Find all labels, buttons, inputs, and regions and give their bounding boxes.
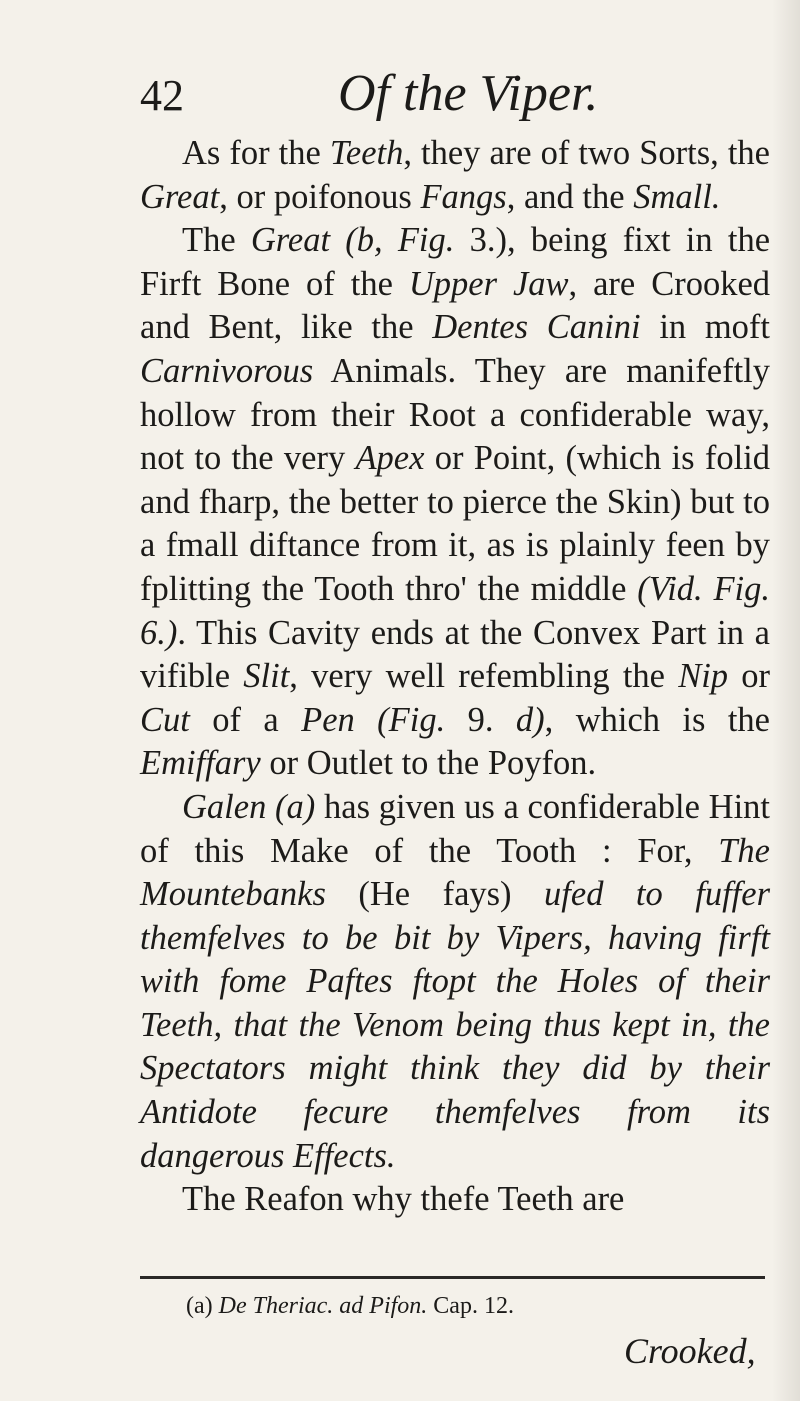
page-number: 42 [140,71,184,120]
text-run: As for the [182,134,330,172]
paragraph-great-fangs [140,219,770,786]
text-run: Galen (a) [182,787,316,826]
body-text [140,132,770,1222]
text-run: or Outlet to the Poyfon. [260,744,597,783]
text-run: , very well refembling the [289,657,679,696]
text-run: Fangs [420,177,507,216]
page-edge-shadow [772,0,800,1401]
text-run: 3.), being fixt in the Firft Bone of the [140,221,771,303]
running-title: Of the Viper. [338,65,599,122]
footnote-run: De Theriac. ad Pifon. [218,1293,428,1319]
paragraph-galen-hint [140,786,770,1178]
text-run: 9. [445,700,516,739]
catchword: Crooked, [624,1331,756,1371]
text-run: Teeth [329,134,404,172]
text-run: (Vid. Fig. 6.) [140,569,770,652]
footnote [186,1290,514,1322]
text-run: Cut [140,700,190,739]
text-run: The Mountebanks [140,831,770,914]
text-run: , they are of two Sorts, the [403,134,770,172]
text-run: The Reafon why thefe Teeth are [182,1180,625,1219]
footnote-rule [140,1276,765,1279]
text-run: Small. [633,177,721,216]
paragraph-reason [140,1178,770,1222]
footnote-run: Cap. 12. [427,1293,514,1319]
text-run: , which is the [544,700,770,739]
text-run: Emiffary [140,744,261,783]
text-run: Carnivorous [140,351,314,390]
text-run: Great [140,177,220,216]
text-run: , or poifonous [219,177,421,216]
text-run: Nip [678,657,729,696]
text-run: Great (b, Fig. [250,221,455,260]
text-run: Animals. They are manifeftly hollow from their Root a confiderable way, not to the very [140,351,770,478]
text-run: or Point, (which is folid and fharp, the better to pierce the Skin) but to a fmall diftance from it, as is plainly feen by fplitting the Tooth thro' the middle [140,439,770,608]
text-run: Pen (Fig. [301,700,446,739]
text-run: Dentes Canini [432,308,641,347]
paragraph-teeth-sorts [140,132,770,219]
text-run: of a [189,700,302,739]
text-run: has given us a confiderable Hint of this Make of the Tooth : For, [140,787,770,870]
text-run: Apex [355,439,425,478]
text-run: Slit [243,657,290,696]
page-header [140,65,740,128]
text-run: d) [515,700,545,739]
text-run: . This Cavity ends at the Convex Part in a vifible [140,613,770,696]
text-run: (He fays) [325,875,545,914]
text-run: or [728,657,770,696]
text-run: , are Crooked and Bent, like the [140,264,771,347]
text-run: The [182,221,251,260]
text-run: ufed to fuffer themfelves to be bit by Vipers, having firft with fome Paftes ftopt the Holes of their Teeth, that the Venom being thus kept in, the Spectators might think they did by their Antidote fecure themfelves from its dangerous Effects. [140,875,770,1175]
text-run: in moft [640,308,771,347]
text-run: Upper Jaw [408,264,569,303]
footnote-run: (a) [186,1293,219,1319]
text-run: , and the [506,177,634,216]
